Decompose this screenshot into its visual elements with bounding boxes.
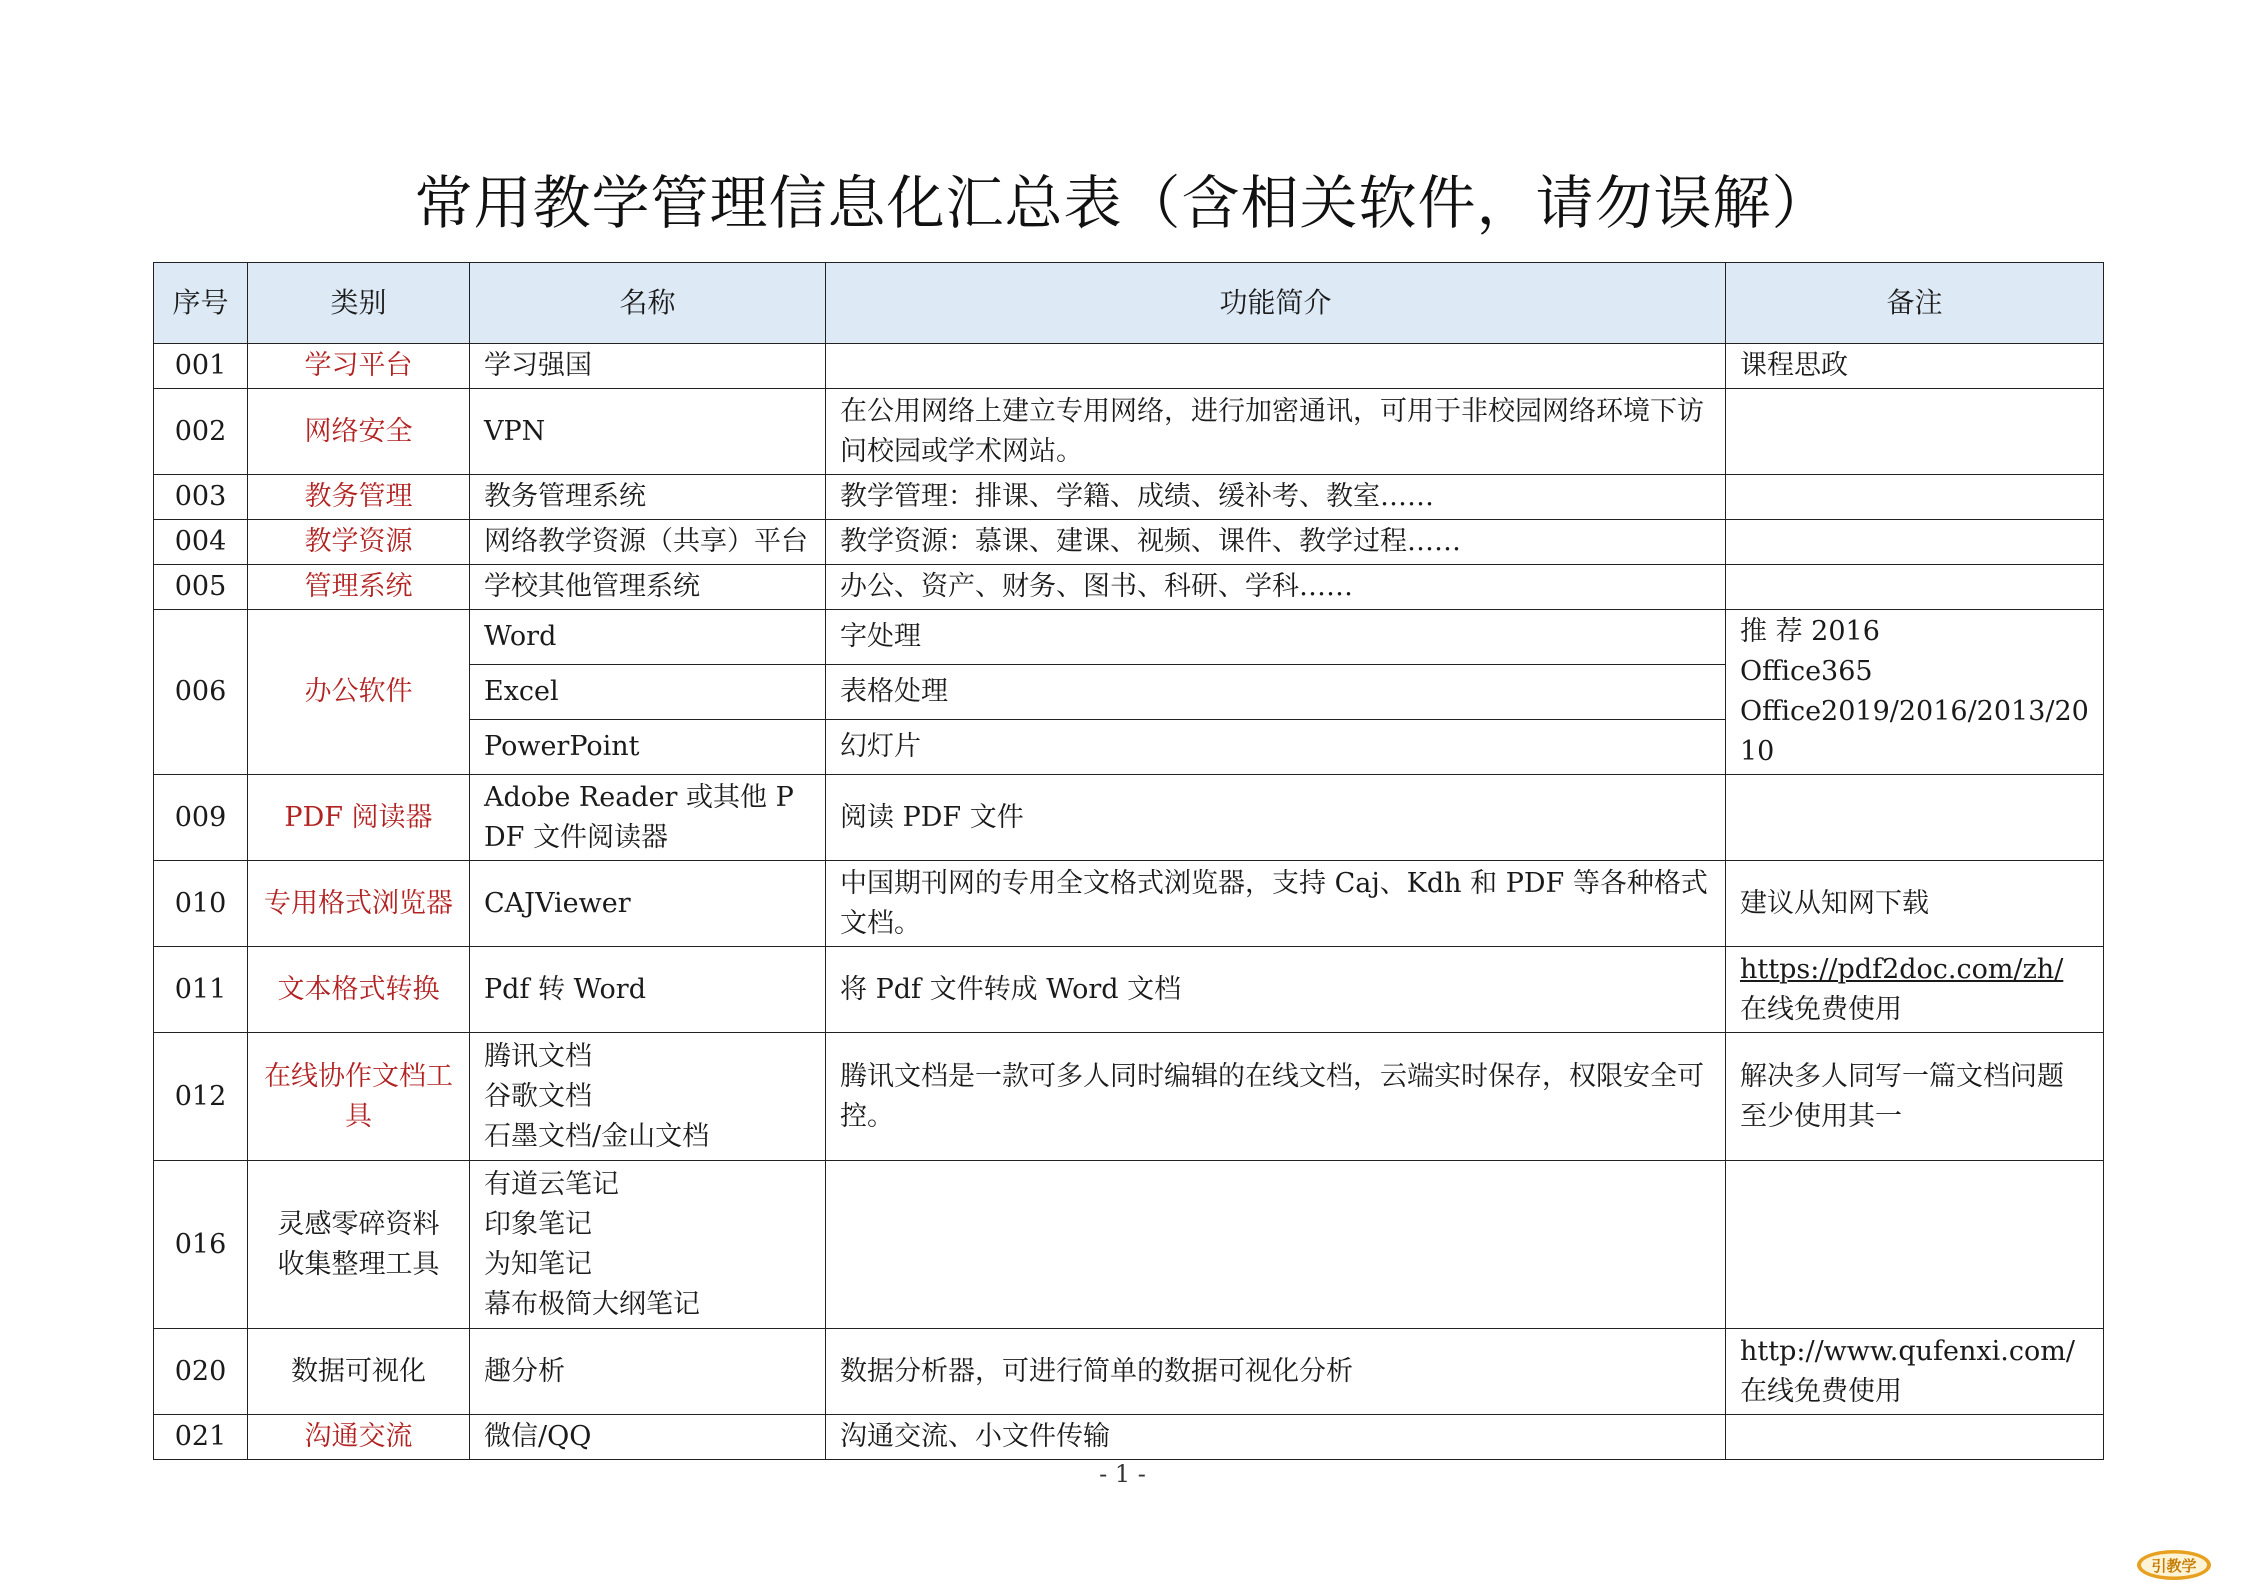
row-function: 将 Pdf 文件转成 Word 文档: [826, 947, 1726, 1033]
category-line: 收集整理工具: [277, 1248, 440, 1280]
header-index: 序号: [154, 263, 248, 344]
row-category: [248, 1161, 470, 1329]
row-index: 006: [154, 610, 248, 775]
row-name: Pdf 转 Word: [470, 947, 826, 1033]
table-row: [154, 344, 2104, 389]
table-row: [154, 565, 2104, 610]
row-name: [470, 1161, 826, 1329]
row-name: Adobe Reader 或其他 PDF 文件阅读器: [470, 775, 826, 861]
row-function: 幻灯片: [826, 720, 1726, 775]
row-name: 网络教学资源（共享）平台: [470, 520, 826, 565]
header-function: 功能简介: [826, 263, 1726, 344]
logo-text: 引教学: [2151, 1557, 2197, 1575]
table-row: [154, 1329, 2104, 1415]
row-name: [470, 1033, 826, 1161]
row-note: [1726, 947, 2104, 1033]
row-function: 教学资源：慕课、建课、视频、课件、教学过程……: [826, 520, 1726, 565]
row-note: [1726, 1415, 2104, 1460]
row-name: Excel: [470, 665, 826, 720]
row-category: 网络安全: [248, 389, 470, 475]
row-index: 021: [154, 1415, 248, 1460]
row-function: 在公用网络上建立专用网络，进行加密通讯，可用于非校园网络环境下访问校园或学术网站。: [826, 389, 1726, 475]
table-row: [154, 947, 2104, 1033]
table-row: [154, 1415, 2104, 1460]
row-note: [1726, 565, 2104, 610]
name-line: 石墨文档/金山文档: [484, 1120, 710, 1152]
row-note: [1726, 610, 2104, 775]
page-number: - 1 -: [1099, 1460, 1146, 1488]
row-category: PDF 阅读器: [248, 775, 470, 861]
row-note: [1726, 1033, 2104, 1161]
page-title: 常用教学管理信息化汇总表（含相关软件，请勿误解）: [414, 169, 1831, 237]
row-name: VPN: [470, 389, 826, 475]
row-index: 003: [154, 475, 248, 520]
row-category: 专用格式浏览器: [248, 861, 470, 947]
name-line: 腾讯文档: [484, 1040, 592, 1072]
row-function: [826, 344, 1726, 389]
row-category: 管理系统: [248, 565, 470, 610]
header-note: 备注: [1726, 263, 2104, 344]
pdf2doc-link[interactable]: https://pdf2doc.com/zh/: [1740, 953, 2064, 985]
row-note: [1726, 389, 2104, 475]
row-note: 建议从知网下载: [1726, 861, 2104, 947]
name-line: 有道云笔记: [484, 1168, 619, 1200]
row-function: 表格处理: [826, 665, 1726, 720]
note-line: 在线免费使用: [1740, 993, 1902, 1025]
name-line: 为知笔记: [484, 1248, 592, 1280]
note-line: 在线免费使用: [1740, 1375, 1902, 1407]
row-index: 020: [154, 1329, 248, 1415]
row-note: [1726, 775, 2104, 861]
row-function: 字处理: [826, 610, 1726, 665]
row-category: 教学资源: [248, 520, 470, 565]
row-index: 009: [154, 775, 248, 861]
row-index: 002: [154, 389, 248, 475]
note-line: Office2019/2016/2013/2010: [1740, 696, 2089, 767]
row-category: 数据可视化: [248, 1329, 470, 1415]
row-category: 沟通交流: [248, 1415, 470, 1460]
row-function: 数据分析器，可进行简单的数据可视化分析: [826, 1329, 1726, 1415]
row-index: 016: [154, 1161, 248, 1329]
row-category: 文本格式转换: [248, 947, 470, 1033]
note-line: 推 荐 2016: [1740, 616, 1880, 647]
row-function: 办公、资产、财务、图书、科研、学科……: [826, 565, 1726, 610]
note-line: Office365: [1740, 656, 1873, 687]
table-row: [154, 1161, 2104, 1329]
table-row: [154, 861, 2104, 947]
row-name: PowerPoint: [470, 720, 826, 775]
row-category: 学习平台: [248, 344, 470, 389]
row-note: [1726, 1329, 2104, 1415]
row-function: 中国期刊网的专用全文格式浏览器，支持 Caj、Kdh 和 PDF 等各种格式文档。: [826, 861, 1726, 947]
row-index: 005: [154, 565, 248, 610]
row-name: 趣分析: [470, 1329, 826, 1415]
row-function: 沟通交流、小文件传输: [826, 1415, 1726, 1460]
row-index: 010: [154, 861, 248, 947]
category-line: 灵感零碎资料: [277, 1208, 440, 1240]
row-function: 阅读 PDF 文件: [826, 775, 1726, 861]
row-category: 教务管理: [248, 475, 470, 520]
row-name: CAJViewer: [470, 861, 826, 947]
row-index: 012: [154, 1033, 248, 1161]
summary-table: [153, 262, 2104, 1460]
row-index: 004: [154, 520, 248, 565]
header-name: 名称: [470, 263, 826, 344]
row-name: Word: [470, 610, 826, 665]
name-line: 幕布极简大纲笔记: [484, 1288, 700, 1320]
table-row: [154, 610, 2104, 665]
name-line: 印象笔记: [484, 1208, 592, 1240]
table-row: [154, 775, 2104, 861]
row-function: 腾讯文档是一款可多人同时编辑的在线文档，云端实时保存，权限安全可控。: [826, 1033, 1726, 1161]
row-note: [1726, 1161, 2104, 1329]
row-name: 教务管理系统: [470, 475, 826, 520]
row-note: [1726, 520, 2104, 565]
name-line: 谷歌文档: [484, 1080, 592, 1112]
row-category: 在线协作文档工具: [248, 1033, 470, 1161]
table-row: [154, 389, 2104, 475]
row-name: 微信/QQ: [470, 1415, 826, 1460]
row-category: 办公软件: [248, 610, 470, 775]
watermark-logo: [2136, 1548, 2212, 1582]
row-name: 学校其他管理系统: [470, 565, 826, 610]
row-note: [1726, 475, 2104, 520]
row-note: 课程思政: [1726, 344, 2104, 389]
row-index: 011: [154, 947, 248, 1033]
note-line: 解决多人同写一篇文档问题: [1740, 1060, 2064, 1092]
table-row: [154, 1033, 2104, 1161]
row-function: 教学管理：排课、学籍、成绩、缓补考、教室……: [826, 475, 1726, 520]
table-row: [154, 475, 2104, 520]
note-line: 至少使用其一: [1740, 1100, 1902, 1132]
table-row: [154, 520, 2104, 565]
qufenxi-url: http://www.qufenxi.com/: [1740, 1335, 2075, 1367]
row-name: 学习强国: [470, 344, 826, 389]
header-category: 类别: [248, 263, 470, 344]
table-header-row: [154, 263, 2104, 344]
row-index: 001: [154, 344, 248, 389]
row-function: [826, 1161, 1726, 1329]
